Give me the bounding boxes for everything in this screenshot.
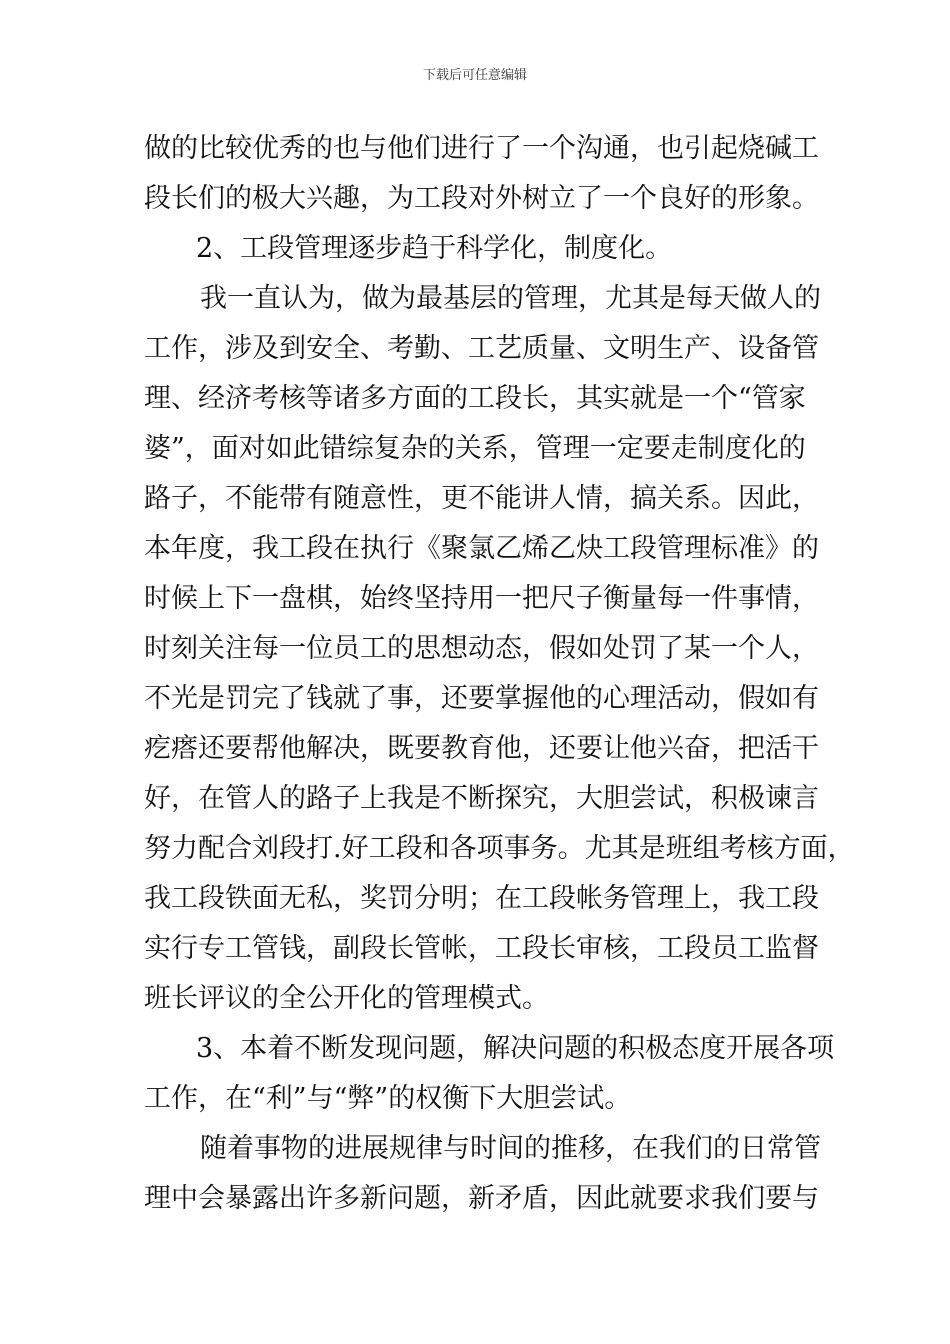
text-line: 段长们的极大兴趣，为工段对外树立了一个良好的形象。 (144, 183, 819, 214)
text-line: 路子，不能带有随意性，更不能讲人情，搞关系。因此， (144, 483, 819, 514)
text-line: 时候上下一盘棋，始终坚持用一把尺子衡量每一件事情， (144, 583, 819, 614)
text-line: 工作，涉及到安全、考勤、工艺质量、文明生产、设备管 (144, 333, 819, 364)
text-line: 我一直认为，做为最基层的管理，尤其是每天做人的 (200, 283, 821, 314)
text-line: 理中会暴露出许多新问题，新矛盾，因此就要求我们要与 (144, 1183, 819, 1214)
text-line: 做的比较优秀的也与他们进行了一个沟通，也引起烧碱工 (144, 133, 819, 164)
text-line: 工作，在“利”与“弊”的权衡下大胆尝试。 (144, 1083, 632, 1114)
page-header: 下载后可任意编辑 (422, 68, 527, 83)
text-line: 努力配合刘段打.好工段和各项事务。尤其是班组考核方面， (144, 833, 855, 864)
text-line: 我工段铁面无私，奖罚分明；在工段帐务管理上，我工段 (144, 883, 819, 914)
text-line: 3、本着不断发现问题，解决问题的积极态度开展各项 (196, 1033, 835, 1064)
text-line: 婆”，面对如此错综复杂的关系，管理一定要走制度化的 (144, 433, 806, 464)
text-line: 班长评议的全公开化的管理模式。 (144, 983, 549, 1014)
text-line: 时刻关注每一位员工的思想动态，假如处罚了某一个人， (144, 633, 819, 664)
text-line: 随着事物的进展规律与时间的推移，在我们的日常管 (200, 1133, 821, 1164)
text-line: 实行专工管钱，副段长管帐，工段长审核，工段员工监督 (144, 933, 819, 964)
text-line: 不光是罚完了钱就了事，还要掌握他的心理活动，假如有 (144, 683, 819, 714)
text-line: 本年度，我工段在执行《聚氯乙烯乙炔工段管理标准》的 (144, 533, 819, 564)
text-line: 理、经济考核等诸多方面的工段长，其实就是一个“管家 (144, 383, 806, 414)
text-line: 好，在管人的路子上我是不断探究，大胆尝试，积极谏言 (144, 783, 819, 814)
text-line: 疙瘩还要帮他解决，既要教育他，还要让他兴奋，把活干 (144, 733, 819, 764)
text-line: 2、工段管理逐步趋于科学化，制度化。 (196, 233, 673, 264)
